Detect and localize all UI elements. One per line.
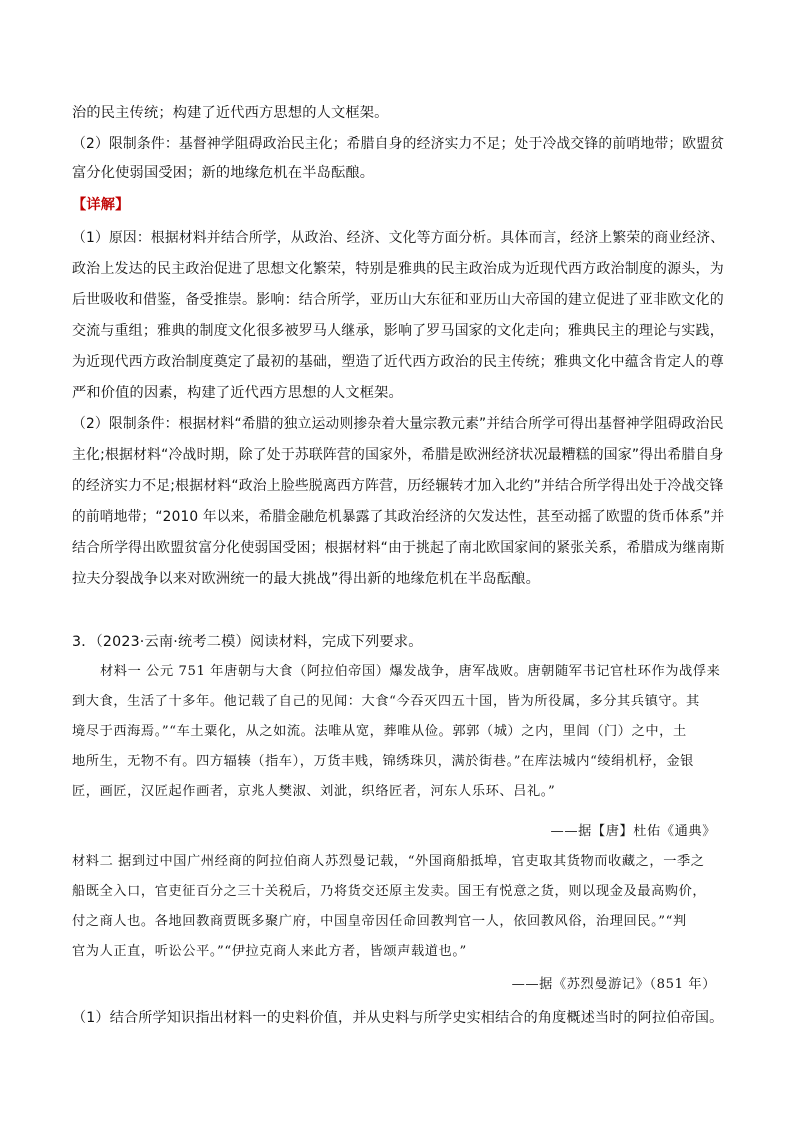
material-one-source: ——据【唐】杜佑《通典》 — [550, 824, 716, 839]
detail-line: 交流与重组；雅典的制度文化很多被罗马人继承，影响了罗马国家的文化走向；雅典民主的理论与实践， — [72, 323, 724, 339]
answer-line-2: （2）限制条件：基督神学阻碍政治民主化；希腊自身的经济实力不足；处于冷战交锋的前哨地带；欧盟贫 — [72, 136, 725, 152]
detail-line: 拉夫分裂战争以来对欧洲统一的最大挑战”得出新的地缘危机在半岛酝酿。 — [72, 571, 540, 587]
material-one-line: 境尽于西海焉。”“车土粟化，从之如流。法唯从宽，葬唯从俭。郭郭（城）之内，里闾（门）之中，土 — [72, 724, 687, 739]
material-two-line: 官为人正直，听讼公平。”“伊拉克商人来此方者，皆颂声载道也。” — [72, 944, 467, 959]
detail-line: 的经济实力不足;根据材料“政治上脸些脱离西方阵营，历经辗转才加入北约”并结合所学得出处于冷战交锋 — [72, 478, 724, 494]
detail-line: （1）原因：根据材料并结合所学，从政治、经济、文化等方面分析。具体而言，经济上繁荣的商业经济、 — [72, 230, 725, 246]
detail-line: （2）限制条件：根据材料“希腊的独立运动则掺杂着大量宗教元素”并结合所学可得出基督神学阻碍政治民 — [72, 416, 724, 432]
detail-line: 为近现代西方政治制度奠定了最初的基础，塑造了近代西方政治的民主传统；雅典文化中蕴含肯定人的尊 — [72, 354, 724, 370]
material-two-line: 材料二 据到过中国广州经商的阿拉伯商人苏烈曼记载，“外国商船抵埠，官吏取其货物而收藏之，一季之 — [72, 854, 705, 869]
answer-line-3: 富分化使弱国受困；新的地缘危机在半岛酝酿。 — [72, 165, 375, 181]
material-one-line: 到大食，生活了十多年。他记载了自己的见闻：大食“今吞灭四五十国，皆为所役属，多分其兵镇守。其 — [72, 694, 700, 709]
sub-question-1: （1）结合所学知识指出材料一的史料价值，并从史料与所学史实相结合的角度概述当时的阿拉伯帝国。 — [72, 1010, 724, 1026]
material-two-source: ——据《苏烈曼游记》（851 年） — [511, 977, 716, 992]
material-one-line: 匠，画匠，汉匠起作画者，京兆人樊淑、刘泚，织络匠者，河东人乐环、吕礼。” — [72, 784, 556, 799]
detail-line: 的前哨地带；“2010 年以来，希腊金融危机暴露了其政治经济的欠发达性，甚至动摇了欧盟的货币体系”并 — [72, 509, 725, 525]
detail-line: 政治上发达的民主政治促进了思想文化繁荣，特别是雅典的民主政治成为近现代西方政治制度的源头，为 — [72, 261, 724, 277]
material-one-line: 地所生，无物不有。四方辐辏（指车），万货丰贱，锦绣珠贝，满於街巷。”在库法城内“绫绢机杼，金银 — [72, 754, 694, 769]
material-two-line: 付之商人也。各地回教商贾既多聚广府，中国皇帝因任命回教判官一人，依回教风俗，治理回民。”“判 — [72, 914, 687, 929]
material-one-line: 材料一 公元 751 年唐朝与大食（阿拉伯帝国）爆发战争，唐军战败。唐朝随军书记官杜环作为战俘来 — [100, 664, 721, 679]
detail-line: 严和价值的因素，构建了近代西方思想的人文框架。 — [72, 385, 403, 401]
answer-line-1: 治的民主传统；构建了近代西方思想的人文框架。 — [72, 105, 389, 121]
material-two-line: 船既全入口，官吏征百分之三十关税后，乃将货交还原主发卖。国王有悦意之货，则以现金及最高购价， — [72, 884, 707, 899]
question-title: 3．（2023·云南·统考二模）阅读材料，完成下列要求。 — [72, 634, 423, 650]
detail-line: 后世吸收和借鉴，备受推崇。影响：结合所学，亚历山大东征和亚历山大帝国的建立促进了亚非欧文化的 — [72, 292, 724, 308]
detail-line: 主化;根据材料“冷战时期，除了处于苏联阵营的国家外，希腊是欧洲经济状况最糟糕的国家”得出希腊自身 — [72, 447, 724, 463]
detail-line: 结合所学得出欧盟贫富分化使弱国受困；根据材料“由于挑起了南北欧国家间的紧张关系，希腊成为继南斯 — [72, 540, 725, 556]
detail-heading: 【详解】 — [72, 197, 130, 213]
